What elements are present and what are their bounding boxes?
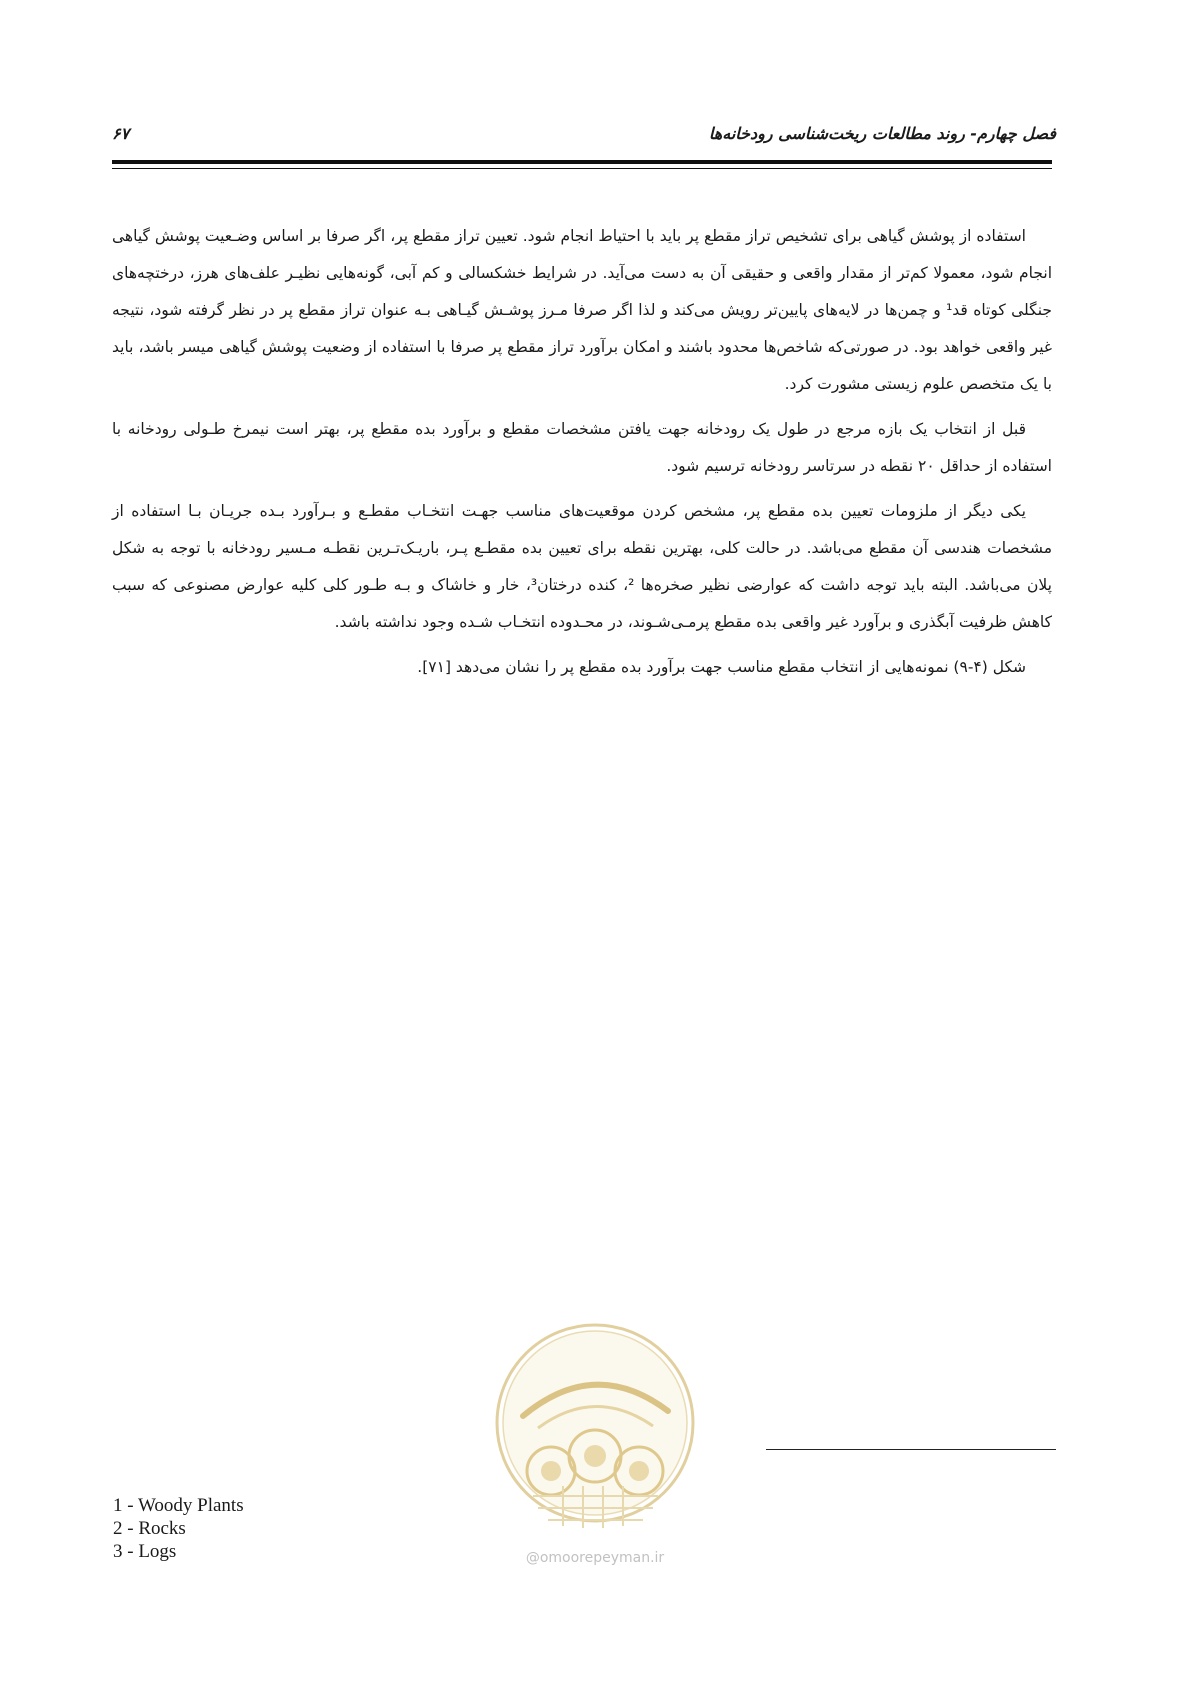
paragraph-reference-reach: قبل از انتخاب یک بازه مرجع در طول یک رودخانه جهت یافتن مشخصات مقطع و برآورد بده مقطع پر، بهتر است نیمرخ طـولی رودخانه با استفاده از حداقل ۲۰ نقطه در سرتاسر رودخانه ترسیم شود. (112, 420, 1052, 475)
watermark-logo (493, 1316, 697, 1570)
paragraph-vegetation: استفاده از پوشش گیاهی برای تشخیص تراز مقطع پر باید با احتیاط انجام شود. تعیین تراز مقطع پر، اگر صرفا بر اساس وضـعیت پوشش گیاهی انجام شود، معمولا کم‌تر از مقدار واقعی و حقیقی آن به دست می‌آید. در شرایط خشکسالی و کم آبی، گونه‌هایی نظیـر علف‌های هرز، درختچه‌های جنگلی کوتاه قد¹ و چمن‌ها در لایه‌های پایین‌تر رویش می‌کند و لذا اگر صرفا مـرز پوشـش گیـاهی بـه عنوان تراز مقطع پر در نظر گرفته شود، نتیجه غیر واقعی خواهد بود. در صورتی‌که شاخص‌ها محدود باشند و امکان برآورد تراز مقطع پر صرفا با استفاده از وضعیت پوشش گیاهی میسر باشد، باید با یک متخصص علوم زیستی مشورت کرد. (112, 227, 1052, 393)
watermark-emblem-icon (493, 1316, 697, 1546)
footnote-3: 3 - Logs (113, 1541, 177, 1562)
watermark-url: @omoorepeyman.ir (525, 1550, 665, 1566)
paragraph-cross-section: یکی دیگر از ملزومات تعیین بده مقطع پر، مشخص کردن موقعیت‌های مناسب جهـت انتخـاب مقطـع و بـرآورد بـده جریـان بـا استفاده از مشخصات هندسی آن مقطع می‌باشد. در حالت کلی، بهترین نقطه برای تعیین بده مقطـع پـر، باریـک‌تـرین نقطـه مـسیر رودخانه با توجه به شکل پلان می‌باشد. البته باید توجه داشت که عوارضی نظیر صخره‌ها ²، کنده درختان³، خار و خاشاک و بـه طـور کلی کلیه عوارض مصنوعی که سبب کاهش ظرفیت آبگذری و برآورد غیر واقعی بده مقطع پرمـی‌شـوند، در محـدوده انتخـاب شـده وجود نداشته باشد. (112, 502, 1052, 631)
header-rule-thin (112, 168, 1052, 169)
chapter-title: فصل چهارم- روند مطالعات ریخت‌شناسی رودخانه‌ها (708, 124, 1056, 143)
footnote-1: 1 - Woody Plants (113, 1495, 244, 1516)
page-number: ۶۷ (112, 124, 130, 143)
footnote-separator (766, 1449, 1056, 1450)
header-rule-thick (112, 160, 1052, 164)
paragraph-figure-reference: شکل (۴-۹) نمونه‌هایی از انتخاب مقطع مناسب جهت برآورد بده مقطع پر را نشان می‌دهد [۷۱]. (417, 658, 1026, 676)
body-text (112, 218, 1052, 694)
footnotes (113, 1494, 244, 1563)
footnote-2: 2 - Rocks (113, 1518, 186, 1539)
